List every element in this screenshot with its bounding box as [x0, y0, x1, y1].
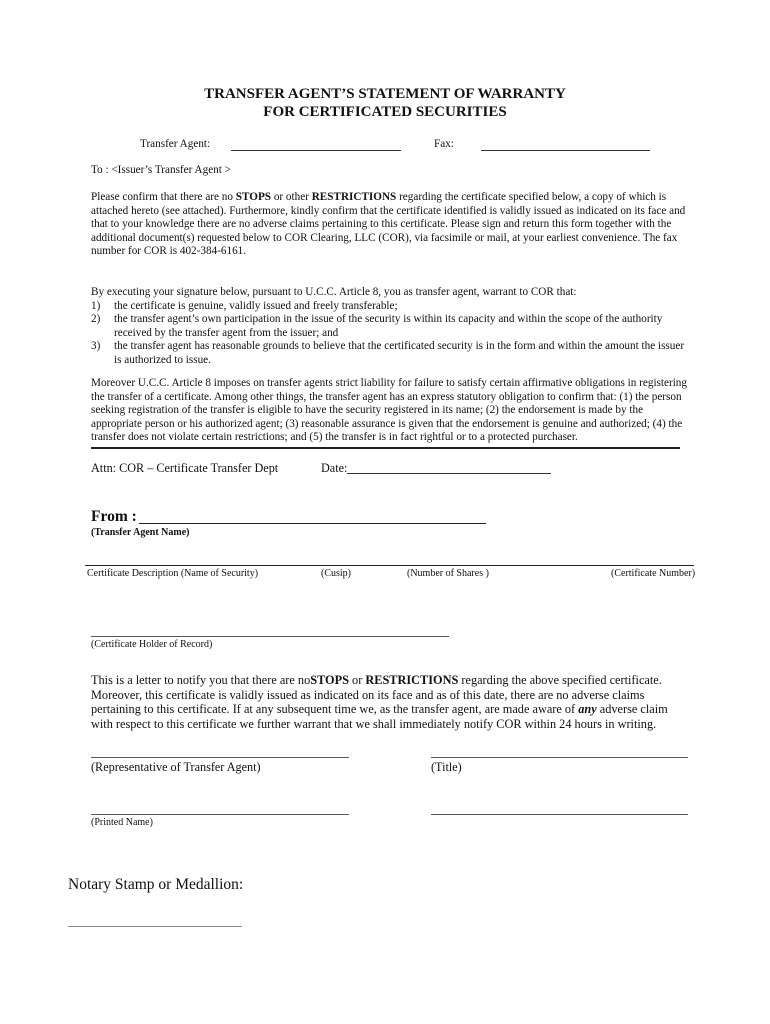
- warranty-item-number: 2): [91, 313, 101, 326]
- warranty-item: [91, 340, 691, 367]
- intro-text-3: regarding the certificate specified below, a copy of which is attached hereto (see attached). Furthermore, kindly confirm that the certificate identified is validly issued as indicated on its face and that to your knowledge there are no adverse claims pertaining to this certificate. Please sign and return this form together with the additional document(s) requested below to COR Clearing, LLC (COR), via facsimile or mail, at your earliest convenience. The fax number for COR is 402-384-6161.: [91, 191, 686, 258]
- notary-line[interactable]: [68, 926, 242, 927]
- attn-label: Attn: COR – Certificate Transfer Dept: [91, 461, 279, 475]
- warranty-item-number: 3): [91, 340, 101, 353]
- any-emphasis: any: [578, 702, 597, 716]
- to-line: To : <Issuer’s Transfer Agent >: [91, 164, 231, 176]
- transfer-agent-name-caption: (Transfer Agent Name): [91, 527, 190, 538]
- form-title-line-1: TRANSFER AGENT’S STATEMENT OF WARRANTY: [204, 86, 566, 102]
- warranty-item-text: the transfer agent has reasonable grounds to believe that the certificated security is in the form and within the amount the issuer is authorized to issue.: [114, 340, 685, 366]
- column-number-of-shares: (Number of Shares ): [407, 568, 489, 579]
- date-label: Date:: [321, 461, 348, 475]
- warranty-item-text: the transfer agent’s own participation in the issue of the security is within its capacity and within the scope of the authority received by the transfer agent from the issuer; and: [114, 313, 663, 339]
- warranty-section: [91, 286, 691, 368]
- title-signature-line[interactable]: [431, 757, 688, 758]
- warranty-list: [91, 300, 691, 368]
- printed-name-line[interactable]: [91, 814, 349, 815]
- representative-caption: (Representative of Transfer Agent): [91, 760, 261, 774]
- notice-text-4: adverse claim with respect to this certificate we further warrant that we shall immediately notify COR within 24 hours in writing.: [91, 702, 668, 731]
- warranty-lead: By executing your signature below, pursuant to U.C.C. Article 8, you as transfer agent, warrant to COR that:: [91, 286, 577, 298]
- notice-restrictions-emphasis: RESTRICTIONS: [365, 673, 459, 687]
- fax-field[interactable]: [481, 137, 650, 151]
- date-field[interactable]: [347, 460, 551, 474]
- notice-paragraph: [91, 673, 691, 731]
- warranty-item: [91, 313, 691, 340]
- certificate-holder-line[interactable]: [91, 636, 449, 637]
- intro-text-2: or other: [271, 191, 312, 203]
- form-title-line-2: FOR CERTIFICATED SECURITIES: [263, 104, 507, 120]
- column-cusip: (Cusip): [321, 568, 351, 579]
- notice-stops-emphasis: STOPS: [310, 673, 349, 687]
- printed-name-caption: (Printed Name): [91, 817, 153, 828]
- fax-label: Fax:: [434, 138, 454, 150]
- transfer-agent-label: Transfer Agent:: [140, 138, 211, 150]
- restrictions-emphasis: RESTRICTIONS: [311, 191, 397, 203]
- transfer-agent-field[interactable]: [231, 137, 401, 151]
- notary-label: Notary Stamp or Medallion:: [68, 876, 244, 893]
- warranty-item: [91, 300, 691, 314]
- liability-paragraph: Moreover U.C.C. Article 8 imposes on transfer agents strict liability for failure to satisfy certain affirmative obligations in registering the transfer of a certificate. Among other things, the transfer agent has an express statutory obligation to confirm that: (1) the person seeking registration of the transfer is eligible to have the security registered in its name; (2) the endorsement is made by the appropriate person or his authorized agent; (3) reasonable assurance is given that the endorsement is genuine and authorized; (4) the transfer does not violate certain restrictions; and (5) the transfer is in fact rightful or to a protected purchaser.: [91, 377, 687, 444]
- section-divider: [91, 447, 680, 449]
- representative-signature-line[interactable]: [91, 757, 349, 758]
- notice-text-1: This is a letter to notify you that there are no: [91, 673, 311, 687]
- intro-paragraph: [91, 191, 691, 259]
- warranty-item-number: 1): [91, 299, 101, 312]
- warranty-item-text: the certificate is genuine, validly issued and freely transferable;: [114, 299, 398, 312]
- title-caption: (Title): [431, 760, 462, 774]
- notice-text-3: regarding the above specified certificate. Moreover, this certificate is validly issued as indicated on its face and as of this date, there are no adverse claims pertaining to this certificate. If at any subsequent time we, as the transfer agent, are made aware of: [91, 673, 662, 716]
- second-right-signature-line[interactable]: [431, 814, 688, 815]
- certificate-holder-caption: (Certificate Holder of Record): [91, 639, 213, 650]
- column-certificate-number: (Certificate Number): [611, 568, 696, 579]
- intro-text-1: Please confirm that there are no: [91, 191, 236, 203]
- from-label: From :: [91, 508, 137, 525]
- notice-text-2: or: [348, 673, 366, 687]
- from-field[interactable]: [139, 509, 486, 524]
- certificate-description-line[interactable]: [85, 565, 694, 566]
- column-certificate-description: Certificate Description (Name of Security): [87, 568, 259, 579]
- stops-emphasis: STOPS: [235, 191, 272, 203]
